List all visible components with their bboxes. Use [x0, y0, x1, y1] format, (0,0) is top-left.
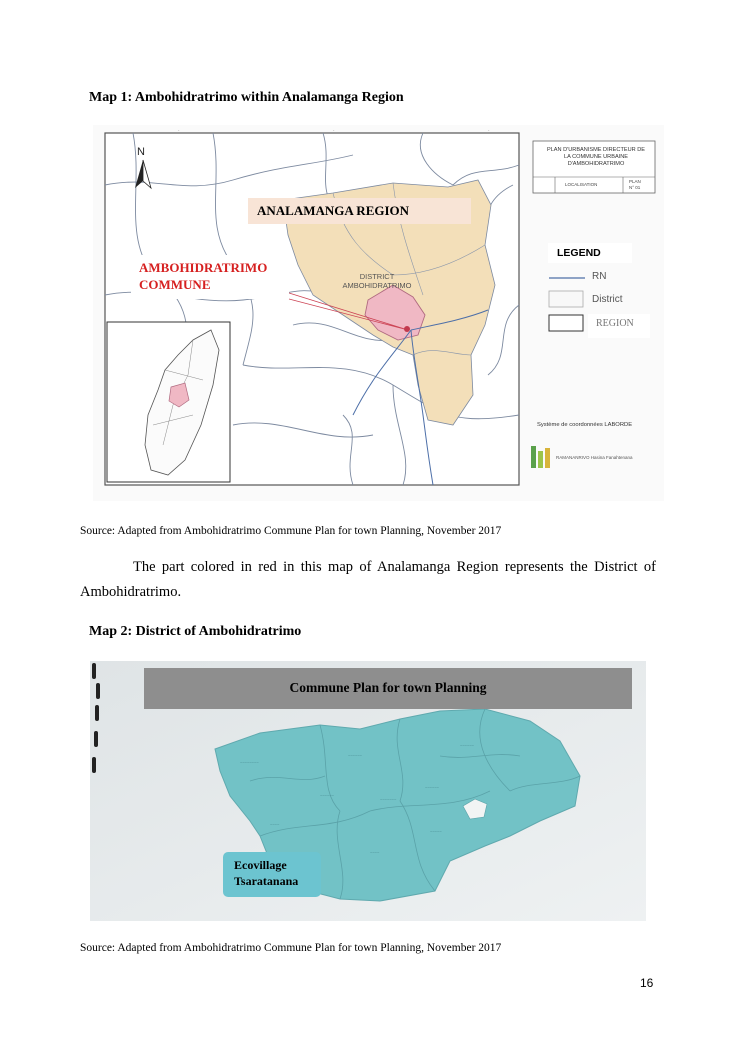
- map2-banner: Commune Plan for town Planning: [144, 668, 632, 709]
- commune-label: [131, 255, 289, 299]
- ecovillage-label-line1: Ecovillage: [234, 858, 287, 872]
- svg-text:-: -: [333, 127, 335, 132]
- region-label: ANALAMANGA REGION: [248, 198, 471, 224]
- ecovillage-label-line2: Tsaratanana: [234, 874, 299, 888]
- title-block-line3: D'AMBOHIDRATRIMO: [567, 161, 625, 167]
- map1-heading: Map 1: Ambohidratrimo within Analamanga Region: [89, 90, 404, 105]
- title-block-line2: LA COMMUNE URBAINE: [563, 154, 629, 160]
- svg-text:~~~~~~~: ~~~~~~~: [380, 797, 397, 802]
- svg-text:-: -: [178, 127, 180, 132]
- title-block-plan-number: N° 01: [629, 185, 641, 190]
- title-block-plan: [629, 179, 641, 191]
- title-block-plan-label: PLAN: [629, 179, 641, 184]
- title-block-text: [540, 147, 652, 168]
- author-credit: RAMANANRIVO Hasina Fanahtenana: [556, 455, 633, 460]
- title-block-line1: PLAN D'URBANISME DIRECTEUR DE: [546, 147, 646, 153]
- ecovillage-label: [223, 852, 321, 897]
- map1-source: Source: Adapted from Ambohidratrimo Commune Plan for town Planning, November 2017: [80, 525, 502, 537]
- legend-region-swatch: [549, 315, 583, 331]
- legend-district-label: District: [592, 294, 623, 305]
- svg-text:~~~~~: ~~~~~: [430, 829, 442, 834]
- svg-text:~~~~: ~~~~: [270, 822, 280, 827]
- commune-label-line2: COMMUNE: [139, 277, 211, 292]
- legend-region-label: REGION: [588, 314, 650, 338]
- district-label: [327, 272, 427, 290]
- coordinate-system-note: Système de coordonnées LABORDE: [537, 422, 633, 428]
- map1-image: [93, 125, 664, 501]
- title-block-localisation: LOCALISATION: [565, 182, 598, 187]
- north-label: N: [137, 146, 145, 158]
- svg-text:~~~~~~: ~~~~~~: [348, 753, 363, 758]
- commune-label-line1: AMBOHIDRATRIMO: [139, 260, 268, 275]
- map2-source: Source: Adapted from Ambohidratrimo Commune Plan for town Planning, November 2017: [80, 942, 502, 954]
- svg-text:~~~~~~~~: ~~~~~~~~: [240, 760, 259, 765]
- body-paragraph: The part colored in red in this map of Analamanga Region represents the District of Ambohidratrimo.: [80, 559, 656, 600]
- svg-text:~~~~~~: ~~~~~~: [320, 793, 335, 798]
- district-label-line1: DISTRICT: [359, 272, 395, 281]
- district-label-line2: AMBOHIDRATRIMO: [342, 281, 412, 290]
- svg-text:~~~~~~: ~~~~~~: [425, 785, 440, 790]
- page-number: 16: [640, 976, 654, 990]
- svg-text:-: -: [488, 127, 490, 132]
- svg-text:~~~~: ~~~~: [370, 850, 380, 855]
- map2-image: [90, 661, 646, 921]
- commune-location-marker: [404, 326, 410, 332]
- svg-text:~~~~~~: ~~~~~~: [460, 743, 475, 748]
- legend-district-swatch: [549, 291, 583, 307]
- map2-heading: Map 2: District of Ambohidratrimo: [89, 624, 302, 639]
- legend-rn-label: RN: [592, 271, 607, 282]
- legend-title: LEGEND: [548, 243, 632, 263]
